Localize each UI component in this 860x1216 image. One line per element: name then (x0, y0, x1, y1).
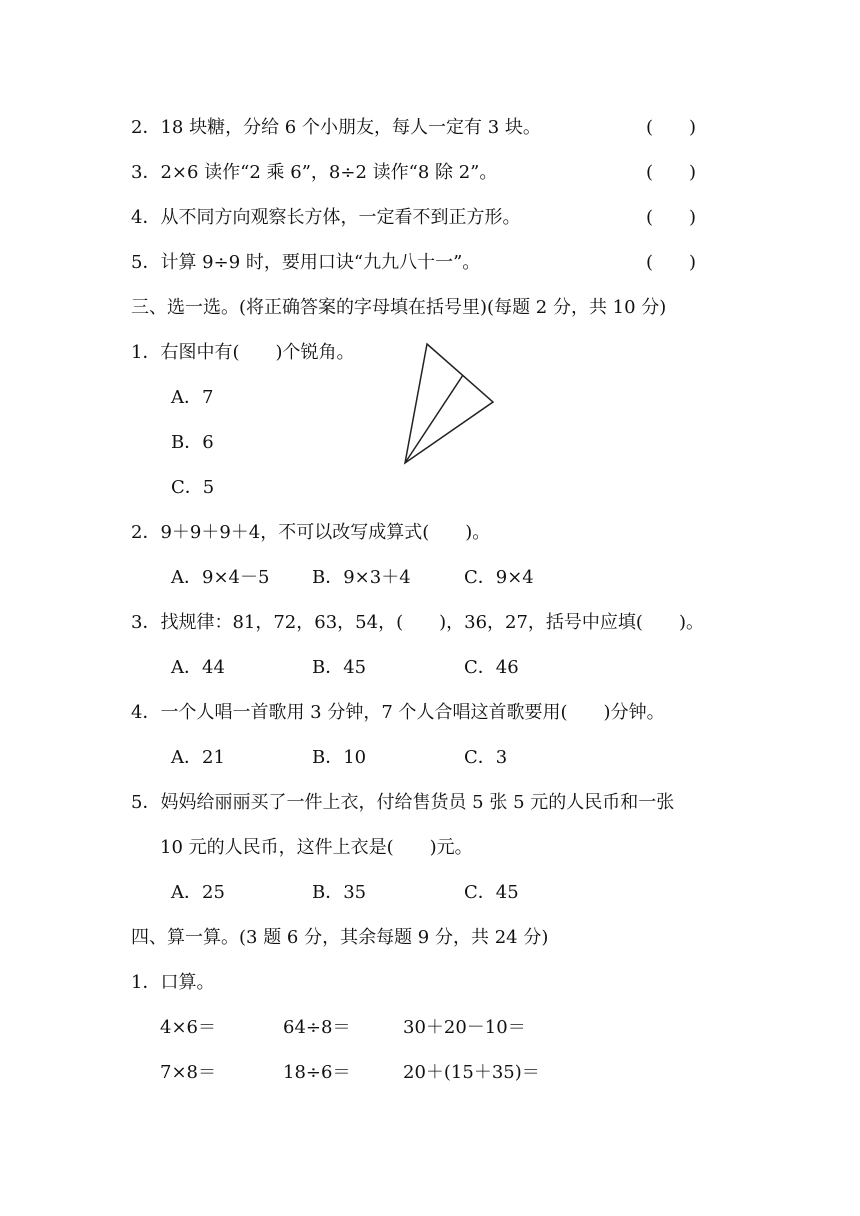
choice-q1-option-a[interactable]: A．7 (171, 387, 214, 408)
judge-answer-blank-5[interactable]: ( ) (646, 252, 697, 273)
judge-answer-blank-2[interactable]: ( ) (646, 117, 697, 138)
choice-q2-stem: 2．9＋9＋9＋4，不可以改写成算式( )。 (131, 522, 491, 543)
choice-q5-stem-line2: 10 元的人民币，这件上衣是( )元。 (160, 837, 473, 858)
judge-item-4: 4．从不同方向观察长方体，一定看不到正方形。 (131, 207, 521, 228)
oral-calc-item: 18÷6＝ (283, 1062, 351, 1083)
choice-q5-option-c[interactable]: C．45 (464, 882, 519, 903)
choice-q3-stem: 3．找规律：81，72，63，54，( )，36，27，括号中应填( )。 (131, 612, 704, 633)
section-heading-calc: 四、算一算。(3 题 6 分，其余每题 9 分，共 24 分) (131, 927, 549, 948)
choice-q5-option-b[interactable]: B．35 (312, 882, 367, 903)
section-heading-choice: 三、选一选。(将正确答案的字母填在括号里)(每题 2 分，共 10 分) (131, 297, 667, 318)
oral-calc-item: 30＋20－10＝ (403, 1017, 526, 1038)
choice-q2-option-c[interactable]: C．9×4 (464, 567, 534, 588)
oral-calc-item: 20＋(15＋35)＝ (403, 1062, 540, 1083)
judge-answer-blank-3[interactable]: ( ) (646, 162, 697, 183)
oral-calc-item: 7×8＝ (160, 1062, 216, 1083)
choice-q4-option-b[interactable]: B．10 (312, 747, 367, 768)
choice-q3-option-c[interactable]: C．46 (464, 657, 519, 678)
choice-q1-stem: 1．右图中有( )个锐角。 (131, 342, 355, 363)
judge-answer-blank-4[interactable]: ( ) (646, 207, 697, 228)
judge-item-3: 3．2×6 读作“2 乘 6”，8÷2 读作“8 除 2”。 (131, 162, 498, 183)
oral-calc-item: 64÷8＝ (283, 1017, 351, 1038)
choice-q3-option-a[interactable]: A．44 (171, 657, 225, 678)
choice-q2-option-b[interactable]: B．9×3＋4 (312, 567, 411, 588)
outer-triangle (405, 344, 493, 463)
choice-q1-option-c[interactable]: C．5 (171, 477, 215, 498)
calc-q1-label: 1．口算。 (131, 972, 215, 993)
choice-q2-option-a[interactable]: A．9×4－5 (171, 567, 270, 588)
judge-item-2: 2．18 块糖，分给 6 个小朋友，每人一定有 3 块。 (131, 117, 541, 138)
choice-q5-stem-line1: 5．妈妈给丽丽买了一件上衣，付给售货员 5 张 5 元的人民币和一张 (131, 792, 675, 813)
choice-q1-option-b[interactable]: B．6 (171, 432, 214, 453)
choice-q4-stem: 4．一个人唱一首歌用 3 分钟，7 个人合唱这首歌要用( )分钟。 (131, 702, 665, 723)
acute-angle-figure (400, 340, 500, 470)
judge-item-5: 5．计算 9÷9 时，要用口诀“九九八十一”。 (131, 252, 481, 273)
choice-q5-option-a[interactable]: A．25 (171, 882, 225, 903)
choice-q4-option-c[interactable]: C．3 (464, 747, 508, 768)
oral-calc-item: 4×6＝ (160, 1017, 216, 1038)
choice-q4-option-a[interactable]: A．21 (171, 747, 225, 768)
choice-q3-option-b[interactable]: B．45 (312, 657, 367, 678)
